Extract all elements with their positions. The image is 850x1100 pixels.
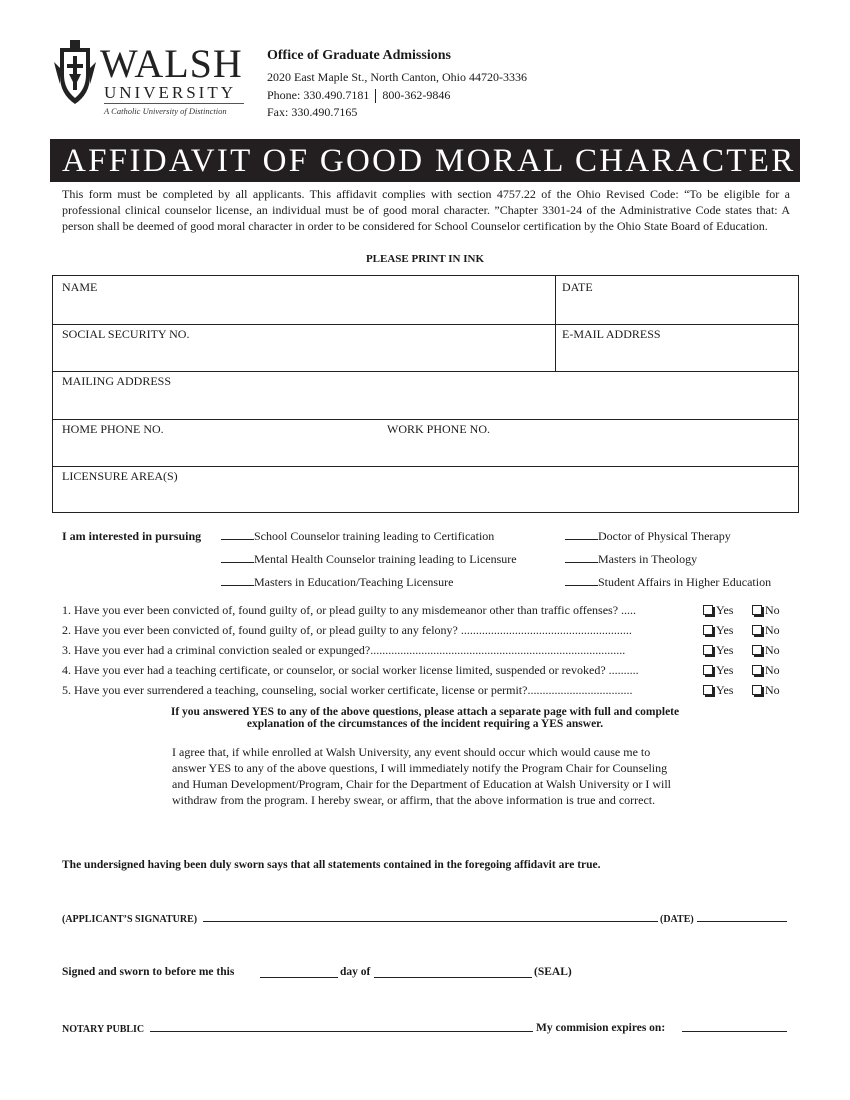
question-1: 1. Have you ever been convicted of, found guilty of, or plead guilty to any misdemeanor other than traffic offenses? ..... <box>62 603 637 617</box>
checkbox-icon[interactable] <box>752 665 762 675</box>
interest-option[interactable] <box>221 575 453 590</box>
applicant-info-form <box>52 275 799 513</box>
interest-option[interactable] <box>565 575 771 590</box>
no-label: No <box>765 683 780 697</box>
phone: Phone: 330.490.7181 <box>267 88 370 102</box>
checkbox-icon[interactable] <box>703 625 713 635</box>
notary-signature-line[interactable] <box>150 1031 533 1032</box>
logo-wordmark: WALSH <box>100 41 243 86</box>
question-5: 5. Have you ever surrendered a teaching, counseling, social worker certificate, license or permit?................................... <box>62 683 633 697</box>
yes-checkbox[interactable] <box>703 603 733 618</box>
yes-checkbox[interactable] <box>703 683 733 698</box>
yes-label: Yes <box>716 623 734 637</box>
print-instruction: PLEASE PRINT IN INK <box>365 253 485 265</box>
yes-checkbox[interactable] <box>703 643 733 658</box>
email-field[interactable] <box>556 325 798 371</box>
no-label: No <box>765 623 780 637</box>
no-checkbox[interactable] <box>752 643 780 658</box>
interest-blank[interactable] <box>221 575 254 586</box>
work-phone-field[interactable] <box>378 420 798 466</box>
interest-label: Student Affairs in Higher Education <box>598 575 772 589</box>
no-checkbox[interactable] <box>752 683 780 698</box>
applicant-signature-label: (APPLICANT’S SIGNATURE) <box>62 914 198 925</box>
interest-option[interactable] <box>221 552 517 567</box>
email-label: E-MAIL ADDRESS <box>562 327 661 341</box>
interest-blank[interactable] <box>221 529 254 540</box>
interest-label: Mental Health Counselor training leading to Licensure <box>254 552 517 566</box>
phone-alt: 800-362-9846 <box>382 88 451 102</box>
date-field[interactable] <box>556 276 798 324</box>
logo-tagline: A Catholic University of Distinction <box>104 106 227 116</box>
signature-date-line[interactable] <box>697 921 787 922</box>
yes-label: Yes <box>716 663 734 677</box>
interest-blank[interactable] <box>221 552 254 563</box>
interests-lead: I am interested in pursuing <box>62 529 202 543</box>
office-address: 2020 East Maple St., North Canton, Ohio 44720-3336 <box>267 70 527 84</box>
yes-label: Yes <box>716 643 734 657</box>
signed-sworn-label: Signed and sworn to before me this <box>62 966 235 978</box>
checkbox-icon[interactable] <box>752 685 762 695</box>
university-crest-logo <box>52 38 98 106</box>
day-line[interactable] <box>260 977 338 978</box>
no-checkbox[interactable] <box>752 623 780 638</box>
checkbox-icon[interactable] <box>703 605 713 615</box>
fax-number: Fax: 330.490.7165 <box>267 105 358 119</box>
mailing-address-field[interactable] <box>53 372 798 419</box>
ssn-label: SOCIAL SECURITY NO. <box>62 327 190 341</box>
checkbox-icon[interactable] <box>752 625 762 635</box>
agreement-paragraph: I agree that, if while enrolled at Walsh University, any event should occur which would cause me to answer YES to any of the above questions, I will immediately notify the Program Chair for Counseling and Human Development/Program, Chair for the Department of Education at Walsh University or I will withdraw from the program. I hereby swear, or affirm, that the above information is true and correct. <box>172 745 672 807</box>
licensure-area-label: LICENSURE AREA(S) <box>62 469 178 483</box>
question-3: 3. Have you ever had a criminal conviction sealed or expunged?..................................................................................... <box>62 643 626 657</box>
seal-label: (SEAL) <box>534 966 572 978</box>
notary-public-label: NOTARY PUBLIC <box>62 1024 145 1035</box>
interest-label: Masters in Theology <box>598 552 698 566</box>
checkbox-icon[interactable] <box>752 605 762 615</box>
no-checkbox[interactable] <box>752 603 780 618</box>
interest-blank[interactable] <box>565 552 598 563</box>
question-4: 4. Have you ever had a teaching certificate, or counselor, or social worker license limited, suspended or revoked? .......... <box>62 663 639 677</box>
yes-answer-notice: If you answered YES to any of the above questions, please attach a separate page with full and complete explanation of the circumstances of the incident requiring a YES answer. <box>170 706 680 730</box>
checkbox-icon[interactable] <box>752 645 762 655</box>
interest-blank[interactable] <box>565 529 598 540</box>
phone-numbers <box>267 88 450 103</box>
home-phone-field[interactable] <box>53 420 378 466</box>
mailing-address-label: MAILING ADDRESS <box>62 374 172 388</box>
no-label: No <box>765 643 780 657</box>
yes-label: Yes <box>716 603 734 617</box>
licensure-area-field[interactable] <box>53 467 798 512</box>
ssn-field[interactable] <box>53 325 555 371</box>
yes-checkbox[interactable] <box>703 663 733 678</box>
logo-divider <box>104 103 244 104</box>
interest-option[interactable] <box>565 529 731 544</box>
commission-date-line[interactable] <box>682 1031 787 1032</box>
applicant-signature-line[interactable] <box>203 921 658 922</box>
interest-blank[interactable] <box>565 575 598 586</box>
date-label: DATE <box>562 280 593 294</box>
no-label: No <box>765 603 780 617</box>
name-label: NAME <box>62 280 98 294</box>
checkbox-icon[interactable] <box>703 645 713 655</box>
interest-option[interactable] <box>565 552 697 567</box>
no-checkbox[interactable] <box>752 663 780 678</box>
phone-separator <box>375 89 376 103</box>
work-phone-label: WORK PHONE NO. <box>387 422 490 436</box>
home-phone-label: HOME PHONE NO. <box>62 422 164 436</box>
yes-label: Yes <box>716 683 734 697</box>
page-title: AFFIDAVIT OF GOOD MORAL CHARACTER <box>62 143 796 179</box>
name-field[interactable] <box>53 276 555 324</box>
office-name: Office of Graduate Admissions <box>267 48 451 63</box>
interest-label: Masters in Education/Teaching Licensure <box>254 575 454 589</box>
commission-expires-label: My commision expires on: <box>536 1022 666 1034</box>
interest-option[interactable] <box>221 529 494 544</box>
interest-label: Doctor of Physical Therapy <box>598 529 731 543</box>
sworn-statement: The undersigned having been duly sworn says that all statements contained in the foregoing affidavit are true. <box>62 859 601 871</box>
question-2: 2. Have you ever been convicted of, found guilty of, or plead guilty to any felony? ......................................................... <box>62 623 632 637</box>
month-line[interactable] <box>374 977 532 978</box>
intro-paragraph: This form must be completed by all applicants. This affidavit complies with section 4757.22 of the Ohio Revised Code: “To be eligible for a professional clinical counselor license, an individual must be of good moral character. ”Chapter 3301-24 of the Administrative Code states that: A person shall be deemed of good moral character in order to be considered for School Counselor certification by the Ohio State Board of Education. <box>62 187 790 233</box>
no-label: No <box>765 663 780 677</box>
checkbox-icon[interactable] <box>703 685 713 695</box>
day-of-label: day of <box>340 966 371 978</box>
date-label: (DATE) <box>660 914 694 925</box>
logo-subtitle: UNIVERSITY <box>104 83 236 102</box>
checkbox-icon[interactable] <box>703 665 713 675</box>
interest-label: School Counselor training leading to Certification <box>254 529 495 543</box>
yes-checkbox[interactable] <box>703 623 733 638</box>
